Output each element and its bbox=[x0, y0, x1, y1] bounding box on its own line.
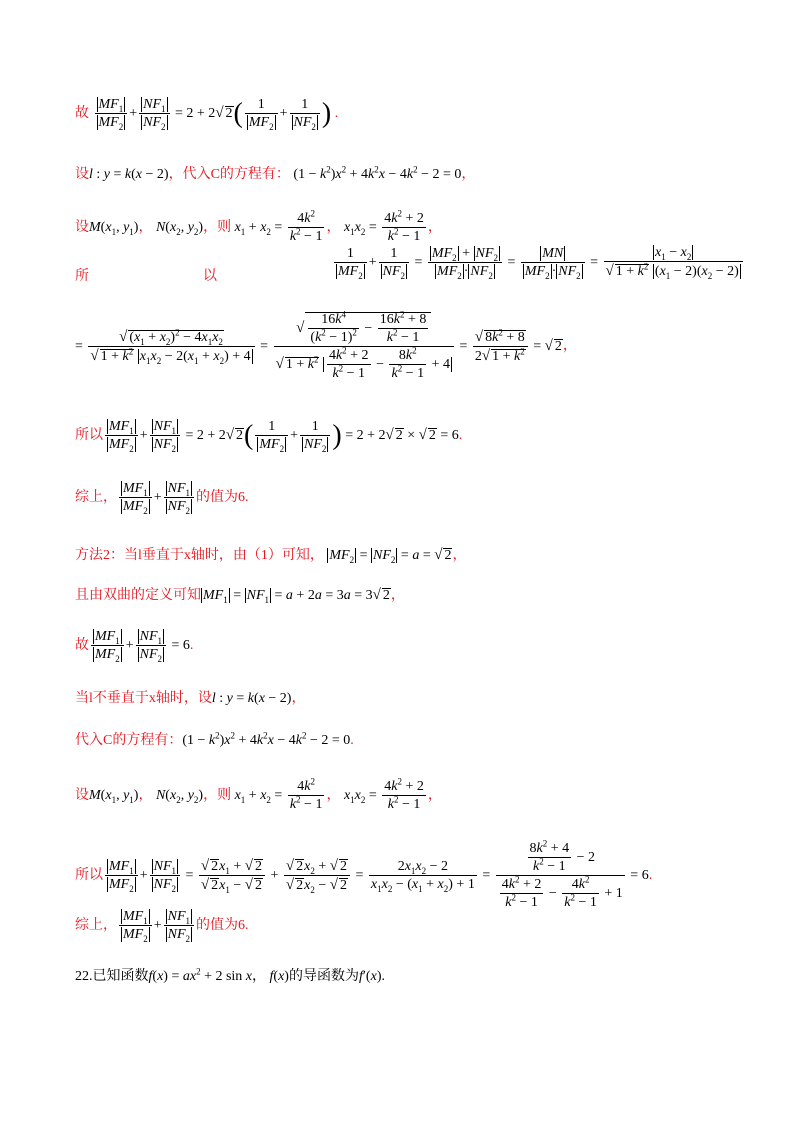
line-set-points-2 bbox=[75, 776, 442, 812]
formula-sum: $\frac{MF_1}{MF_2}$ + $\frac{NF_1}{NF_2}$ bbox=[117, 490, 196, 505]
text-she: 设 bbox=[75, 220, 89, 236]
formula-sum-six: $\frac{MF_1}{MF_2}$ + $\frac{NF_1}{NF_2}$ = 2 + 2√ 2( $\frac{1}{MF_2}$ + $\frac{1}{NF_2}$ ) = 2 + 2√ 2 × √ 2 = 6 bbox=[103, 428, 459, 443]
question-22 bbox=[75, 966, 385, 984]
text-comma: ， bbox=[326, 220, 341, 236]
line-set-l bbox=[75, 164, 476, 182]
text-comma: ， bbox=[427, 220, 442, 236]
text-hyperbola-def: 且由双曲的定义可知 bbox=[75, 588, 201, 603]
formula-f-x: f(x) bbox=[269, 969, 289, 984]
formula-f-def: $f(x) = ax^2 + 2$ sin x bbox=[148, 966, 253, 984]
formula-sum-compute: $\frac{MF_1}{MF_2}$ + $\frac{NF_1}{NF_2}$ = $\frac{√ 2x_1 + √ 2}{√ 2x_1 - √ 2}$ + $\frac{√ 2x_2 + √ 2}{√ 2x_2 - √ 2}$ = $\frac{2x_1x_2 - 2}{x_1x_2 - (x_1 + x_2) + 1}$ = $\frac{8k^2 + 4}{k^2 - 1}$ − 2 $\frac{4k^2 + 2}{k^2 - 1}$ − $\frac{4k^2}{k^2 - 1}$ + 1 = 6 bbox=[103, 868, 649, 883]
line-conclusion-2 bbox=[75, 910, 249, 942]
text-value-six: 的值为6. bbox=[196, 918, 249, 934]
formula-mf1-nf1: $MF_1 = NF_1 = a + 2a = 3a = 3√$ 2 bbox=[203, 587, 390, 605]
formula-point-m: $M(x_1$, $y_1$) bbox=[89, 220, 139, 238]
formula-vieta-sum: $x_1 + x_2$ = $\frac{4k^2}{k^2 - 1}$ bbox=[234, 208, 323, 244]
text-she: 设 bbox=[75, 788, 89, 804]
formula-vieta-product: $x_1x_2$ = $\frac{4k^2 + 2}{k^2 - 1}$ bbox=[343, 776, 424, 812]
text-period: . bbox=[334, 106, 339, 122]
formula-point-n: $N(x_2$, $y_2$) bbox=[155, 220, 204, 238]
formula-reciprocal-sum: $\frac{1}{MF_2}$ + $\frac{1}{NF_2}$ = $\frac{MF_2 + NF_2}{MF_2 \cdot NF_2}$ = $\frac{MN}{MF_2 \cdot NF_2}$ = $\frac{x_1 - x_2}{√ 1 + k^2 (x_1 - 2)(x_2 - 2)}$ bbox=[332, 246, 745, 279]
line-therefore-six bbox=[75, 630, 193, 662]
text-comma: ， bbox=[427, 788, 442, 804]
text-comma: ， bbox=[326, 788, 341, 804]
text-substitute: ，代入C的方程有： bbox=[168, 167, 290, 182]
text-comma: ， bbox=[138, 788, 153, 804]
line-substitute-c bbox=[75, 730, 354, 748]
line-not-perpendicular bbox=[75, 692, 305, 706]
text-suo: 所 bbox=[75, 269, 89, 284]
text-comma: ， bbox=[291, 691, 306, 706]
text-zongshang: 综上， bbox=[75, 490, 117, 506]
text-gu: 故 bbox=[75, 106, 89, 122]
formula-sum: $\frac{MF_1}{MF_2}$ + $\frac{NF_1}{NF_2}$ bbox=[117, 918, 196, 933]
line-hyperbola-def bbox=[75, 588, 405, 603]
text-period: . bbox=[458, 428, 463, 444]
formula-vieta-sum: $x_1 + x_2$ = $\frac{4k^2}{k^2 - 1}$ bbox=[234, 776, 323, 812]
text-period: . bbox=[381, 969, 385, 984]
text-comma: ， bbox=[452, 548, 467, 563]
text-value-six: 的值为6. bbox=[196, 490, 249, 506]
formula-sum-eq-six: $\frac{MF_1}{MF_2}$ + $\frac{NF_1}{NF_2}$ = 6 bbox=[89, 638, 190, 653]
text-zongshang: 综上， bbox=[75, 918, 117, 934]
formula-sum-identity: $\frac{MF_1}{MF_2}$ + $\frac{NF_1}{NF_2}$ = 2 + 2√ 2( $\frac{1}{MF_2}$ + $\frac{1}{NF_2}$ ) bbox=[93, 106, 335, 121]
text-substitute-c: 代入C的方程有： bbox=[75, 733, 183, 748]
text-suoyi: 所以 bbox=[75, 428, 103, 444]
formula-line-l: l : y = k(x − 2) bbox=[89, 167, 169, 182]
text-yi: 以 bbox=[203, 269, 217, 284]
line-method2 bbox=[75, 548, 466, 563]
formula-quadratic: $(1 - k^2)x^2 + 4k^2x - 4k^2 - 2 = 0$ bbox=[293, 164, 462, 182]
line-so-sum bbox=[75, 420, 462, 452]
text-she: 设 bbox=[75, 167, 89, 182]
formula-point-m: $M(x_1$, $y_1$) bbox=[89, 788, 139, 806]
text-derivative: 的导函数为 bbox=[288, 969, 359, 984]
text-period: . bbox=[350, 733, 354, 748]
formula-point-n: $N(x_2$, $y_2$) bbox=[155, 788, 204, 806]
line-result-sum bbox=[75, 98, 338, 130]
formula-line-l: l : y = k(x − 2) bbox=[211, 691, 292, 706]
line-conclusion-1 bbox=[75, 482, 249, 514]
text-comma: ， bbox=[252, 969, 267, 984]
text-comma: ， bbox=[461, 167, 476, 182]
formula-mf2-nf2: $MF_2 = NF_2 = a$ = √ 2 bbox=[329, 547, 452, 565]
text-q22-lead: 22.已知函数 bbox=[75, 969, 149, 984]
text-comma: ， bbox=[138, 220, 153, 236]
formula-f-prime: f′(x) bbox=[358, 969, 382, 984]
formula-vieta-product: $x_1x_2$ = $\frac{4k^2 + 2}{k^2 - 1}$ bbox=[343, 208, 424, 244]
text-method2: 方法2：当l垂直于x轴时，由（1）可知， bbox=[75, 548, 324, 563]
text-gu: 故 bbox=[75, 638, 89, 654]
text-comma: ， bbox=[390, 588, 405, 603]
text-period: . bbox=[189, 638, 194, 654]
text-comma: ， bbox=[562, 338, 577, 354]
line-set-points bbox=[75, 208, 442, 244]
text-ze: ，则 bbox=[203, 220, 232, 236]
text-period: . bbox=[648, 868, 653, 884]
text-not-perpendicular: 当l不垂直于x轴时，设 bbox=[75, 691, 212, 706]
text-suoyi: 所以 bbox=[75, 868, 103, 884]
line-so-compute bbox=[75, 838, 653, 910]
text-ze: ，则 bbox=[203, 788, 232, 804]
formula-reciprocal-eval: = $\frac{√ (x_1 + x_2)^2 - 4x_1x_2}{√ 1 + k^2 x_1x_2 - 2(x_1 + x_2) + 4}$ = √ $\frac{16k^4}{(k^2 - 1)^2}$ − $\frac{16k^2 + 8}{k^2 - 1}$ √ $1 + k^2$ $\frac{4k^2 + 2}{k^2 - 1}$ − $\frac{8k^2}{k^2 - 1}$ + 4 = $\frac{√ 8k^2 + 8}{2√ 1 + k^2}$ = √ 2， bbox=[75, 309, 577, 381]
formula-quadratic: $(1 - k^2)x^2 + 4k^2x - 4k^2 - 2 = 0$ bbox=[182, 730, 351, 748]
